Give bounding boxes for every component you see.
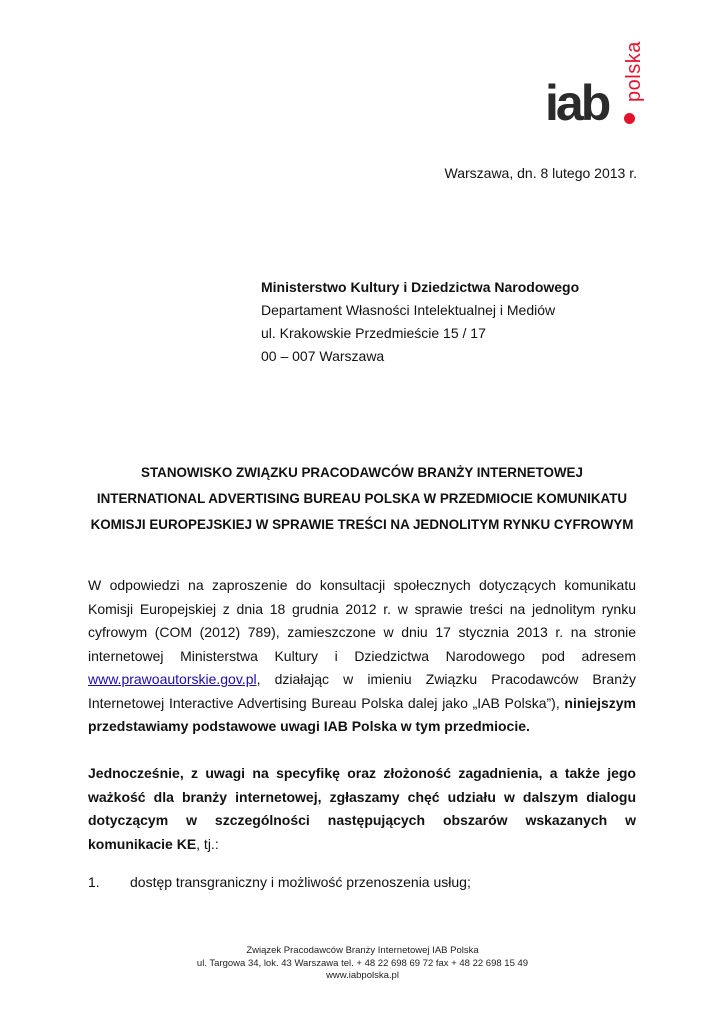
iab-polska-logo (545, 40, 645, 131)
document-title (88, 460, 636, 538)
recipient-address (261, 276, 579, 368)
footer-contact: ul. Targowa 34, lok. 43 Warszawa tel. + 48 22 698 69 72 fax + 48 22 698 15 49 (196, 957, 529, 969)
footer-website: www.iabpolska.pl (326, 970, 399, 981)
logo-iab-text: iab (545, 75, 609, 131)
paragraph-dialogue-text: , tj.: (196, 835, 219, 852)
logo-polska-text: polska (623, 41, 645, 102)
logo-dot (624, 113, 635, 124)
title-line-3: KOMISJI EUROPEJSKIEJ W SPRAWIE TREŚCI NA JEDNOLITYM RYNKU CYFROWYM (90, 517, 634, 532)
areas-list (88, 874, 471, 890)
title-line-1: STANOWISKO ZWIĄZKU PRACODAWCÓW BRANŻY INTERNETOWEJ (141, 465, 583, 480)
recipient-street: ul. Krakowskie Przedmieście 15 / 17 (261, 325, 486, 341)
page-footer (0, 945, 725, 983)
paragraph-intro-text-a: W odpowiedzi na zaproszenie do konsultacji społecznych dotyczących komunikatu Komisji Europejskiej z dnia 18 grudnia 2012 r. w sprawie treści na jednolitym rynku cyfrowym (COM (2012) 789), zamieszczone w dniu 17 stycznia 2013 r. na stronie internetowej Ministerstwa Kultury i Dziedzictwa Narodowego pod adresem (88, 577, 636, 664)
paragraph-intro-bold: niniejszym przedstawiamy podstawowe uwagi IAB Polska w tym przedmiocie. (88, 694, 636, 734)
paragraph-intro-text-b: , działając w imieniu Związku Pracodawców Branży Internetowej Interactive Advertising Bureau Polska dalej jako „IAB Polska”), (88, 671, 636, 711)
list-item-text: dostęp transgraniczny i możliwość przenoszenia usług; (130, 874, 471, 890)
paragraph-dialogue-bold: Jednocześnie, z uwagi na specyfikę oraz złożoność zagadnienia, a także jego ważkość dla branży internetowej, zgłaszamy chęć udziału w dalszym dialogu dotyczącym w szczególności następujących obszarów wskazanych w komunikacie KE (88, 765, 636, 852)
recipient-department: Departament Własności Intelektualnej i Mediów (261, 302, 556, 318)
footer-organization: Związek Pracodawców Branży Internetowej IAB Polska (246, 945, 479, 956)
title-line-2: INTERNATIONAL ADVERTISING BUREAU POLSKA W PRZEDMIOCIE KOMUNIKATU (96, 491, 628, 506)
paragraph-intro (88, 574, 636, 739)
recipient-name: Ministerstwo Kultury i Dziedzictwa Narodowego (261, 279, 580, 295)
paragraph-dialogue (88, 762, 636, 856)
letter-date: Warszawa, dn. 8 lutego 2013 r. (444, 165, 637, 181)
recipient-city: 00 – 007 Warszawa (261, 348, 385, 364)
list-item-number: 1. (88, 874, 100, 890)
list-item (88, 874, 471, 890)
prawoautorskie-link[interactable]: www.prawoautorskie.gov.pl (88, 671, 257, 687)
